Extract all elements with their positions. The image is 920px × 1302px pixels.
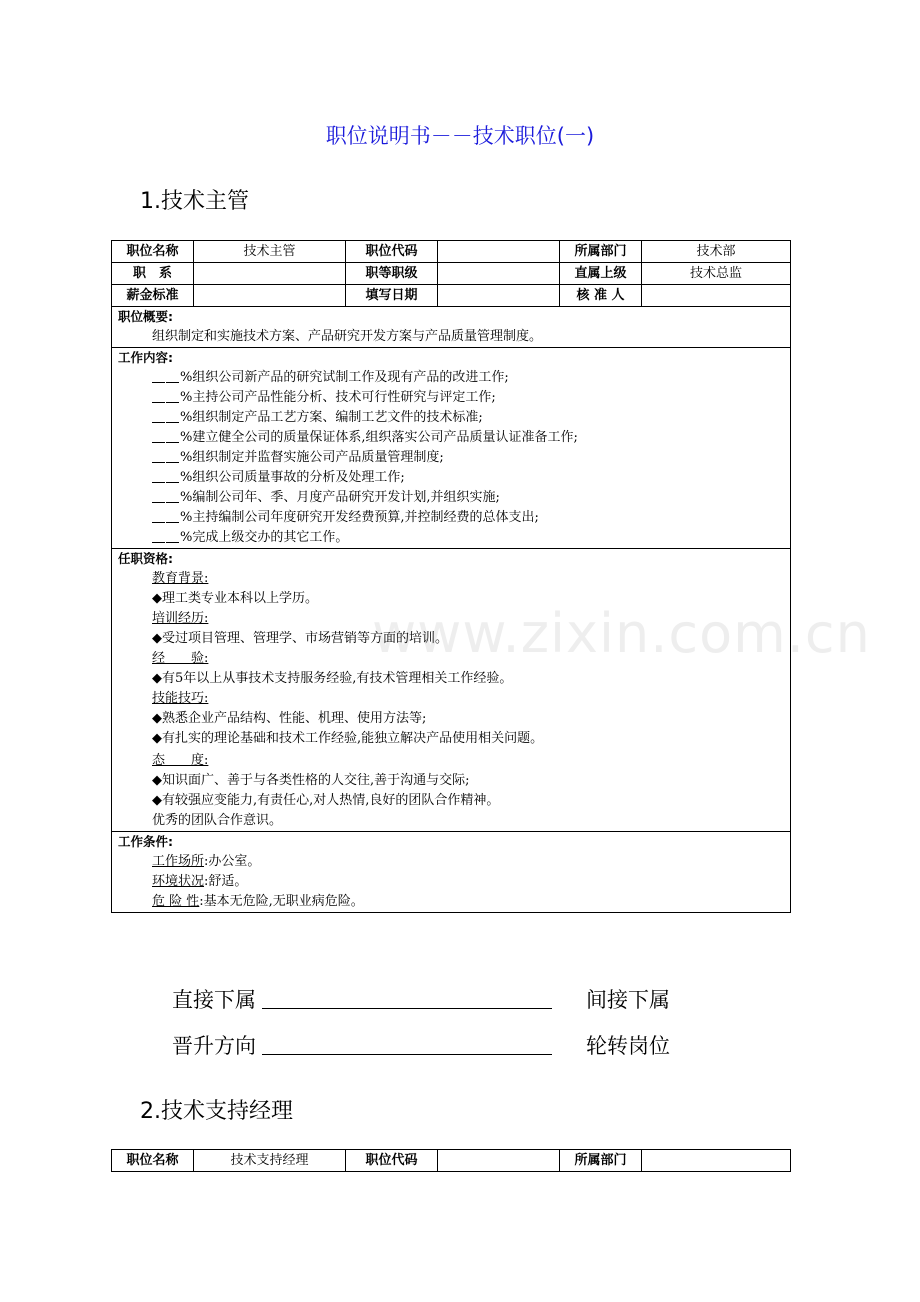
condition-item: 危 险 性:基本无危险,无职业病危险。	[152, 894, 364, 909]
field-label: 核 准 人	[560, 285, 642, 307]
section-heading-1: 1.技术主管	[140, 189, 249, 214]
experience-label: 经 验:	[152, 651, 209, 666]
promotion-label: 晋升方向	[172, 1034, 256, 1058]
skill-item: ◆熟悉企业产品结构、性能、机理、使用方法等;	[152, 711, 427, 726]
duties-row	[112, 348, 791, 549]
duty-item: %组织公司质量事故的分析及处理工作;	[118, 468, 784, 488]
field-value	[642, 285, 791, 307]
duty-item: %编制公司年、季、月度产品研究开发计划,并组织实施;	[118, 488, 784, 508]
field-value: 技术主管	[194, 241, 346, 263]
duty-item: %建立健全公司的质量保证体系,组织落实公司产品质量认证准备工作;	[118, 428, 784, 448]
condition-item: 工作场所:办公室。	[152, 854, 261, 869]
field-label: 所属部门	[560, 241, 642, 263]
duty-item: %组织公司新产品的研究试制工作及现有产品的改进工作;	[118, 368, 784, 388]
rotation-label: 轮转岗位	[586, 1034, 670, 1058]
field-label: 职位代码	[346, 241, 438, 263]
overview-block	[112, 307, 791, 348]
field-label: 薪金标准	[112, 285, 194, 307]
indirect-subordinates-label: 间接下属	[586, 988, 670, 1012]
field-value	[194, 263, 346, 285]
experience-text: ◆有5年以上从事技术支持服务经验,有技术管理相关工作经验。	[152, 671, 513, 686]
duties-label: 工作内容:	[118, 350, 173, 365]
qualifications-row	[112, 549, 791, 832]
watermark: www.zixin.com.cn	[372, 602, 871, 665]
field-label: 职位代码	[346, 1150, 438, 1172]
field-value: 技术支持经理	[194, 1150, 346, 1172]
header-row	[112, 285, 791, 307]
education-text: ◆理工类专业本科以上学历。	[152, 591, 318, 606]
qualifications-block	[112, 549, 791, 832]
duty-item: %组织制定产品工艺方案、编制工艺文件的技术标准;	[118, 408, 784, 428]
skills-label: 技能技巧:	[152, 691, 209, 706]
conditions-label: 工作条件:	[118, 834, 173, 849]
page-title: 职位说明书－－技术职位(一)	[325, 124, 595, 148]
education-label: 教育背景:	[152, 571, 209, 586]
field-label: 所属部门	[560, 1150, 642, 1172]
field-value: 技术部	[642, 241, 791, 263]
conditions-row	[112, 832, 791, 913]
training-label: 培训经历:	[152, 611, 209, 626]
duty-item: %完成上级交办的其它工作。	[118, 528, 784, 548]
field-value	[438, 263, 560, 285]
direct-subordinates-line	[262, 1008, 552, 1009]
conditions-block	[112, 832, 791, 913]
header-row	[112, 1150, 791, 1172]
duties-block	[112, 348, 791, 549]
direct-subordinates-label: 直接下属	[172, 988, 256, 1012]
condition-item: 环境状况:舒适。	[152, 874, 248, 889]
field-value	[642, 1150, 791, 1172]
duty-item: %主持公司产品性能分析、技术可行性研究与评定工作;	[118, 388, 784, 408]
header-row	[112, 241, 791, 263]
training-text: ◆受过项目管理、管理学、市场营销等方面的培训。	[152, 631, 448, 646]
attitude-item: 优秀的团队合作意识。	[152, 813, 283, 828]
overview-row	[112, 307, 791, 348]
field-label: 职位名称	[112, 1150, 194, 1172]
attitude-item: ◆知识面广、善于与各类性格的人交往,善于沟通与交际;	[152, 773, 470, 788]
qualifications-label: 任职资格:	[118, 551, 173, 566]
field-value	[438, 285, 560, 307]
field-value: 技术总监	[642, 263, 791, 285]
job-description-table-2	[111, 1149, 791, 1172]
field-label: 职 系	[112, 263, 194, 285]
duty-item: %组织制定并监督实施公司产品质量管理制度;	[118, 448, 784, 468]
section-heading-2: 2.技术支持经理	[140, 1099, 293, 1124]
attitude-label: 态 度:	[152, 753, 209, 768]
field-label: 填写日期	[346, 285, 438, 307]
overview-label: 职位概要:	[118, 309, 173, 324]
field-value	[194, 285, 346, 307]
promotion-line	[262, 1054, 552, 1055]
duty-item: %主持编制公司年度研究开发经费预算,并控制经费的总体支出;	[118, 508, 784, 528]
field-label: 直属上级	[560, 263, 642, 285]
attitude-item: ◆有较强应变能力,有责任心,对人热情,良好的团队合作精神。	[152, 793, 500, 808]
job-description-table-1	[111, 240, 791, 913]
skill-item: ◆有扎实的理论基础和技术工作经验,能独立解决产品使用相关问题。	[152, 731, 544, 746]
overview-text: 组织制定和实施技术方案、产品研究开发方案与产品质量管理制度。	[152, 329, 543, 344]
field-value	[438, 1150, 560, 1172]
header-row	[112, 263, 791, 285]
field-label: 职位名称	[112, 241, 194, 263]
field-value	[438, 241, 560, 263]
field-label: 职等职级	[346, 263, 438, 285]
